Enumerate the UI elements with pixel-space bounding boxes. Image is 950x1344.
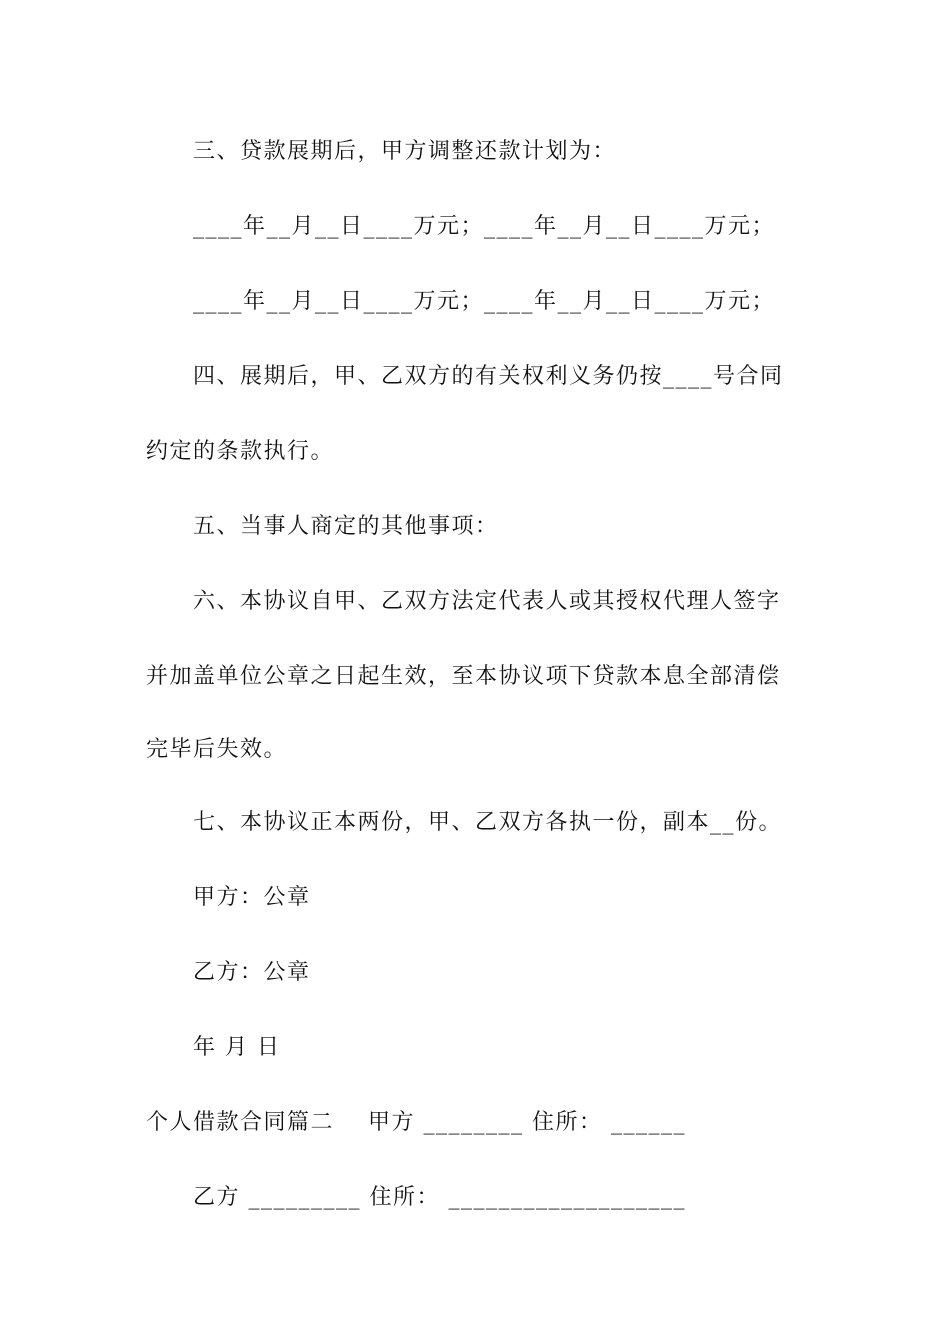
party-a-seal: 甲方：公章 <box>193 885 311 910</box>
item-5: 五、当事人商定的其他事项： <box>193 514 499 539</box>
item-3-heading: 三、贷款展期后，甲方调整还款计划为： <box>193 139 617 164</box>
item-4-line-1: 四、展期后，甲、乙双方的有关权利义务仍按____号合同 <box>193 364 784 389</box>
party-b-seal: 乙方：公章 <box>193 960 311 985</box>
item-4-line-2: 约定的条款执行。 <box>146 439 335 464</box>
item-6-line-3: 完毕后失效。 <box>146 737 288 762</box>
repayment-schedule-line-1: ____年__月__日____万元；____年__月__日____万元； <box>193 214 776 239</box>
section-2-heading-line: 个人借款合同篇二 甲方 ________ 住所： ______ <box>146 1110 686 1135</box>
item-7: 七、本协议正本两份，甲、乙双方各执一份，副本__份。 <box>193 810 783 835</box>
section-2-party-b-line: 乙方 _________ 住所： ___________________ <box>193 1185 686 1210</box>
item-6-line-1: 六、本协议自甲、乙双方法定代表人或其授权代理人签字 <box>193 589 781 614</box>
date-line: 年 月 日 <box>193 1035 281 1060</box>
item-6-line-2: 并加盖单位公章之日起生效，至本协议项下贷款本息全部清偿 <box>146 664 781 689</box>
repayment-schedule-line-2: ____年__月__日____万元；____年__月__日____万元； <box>193 289 776 314</box>
